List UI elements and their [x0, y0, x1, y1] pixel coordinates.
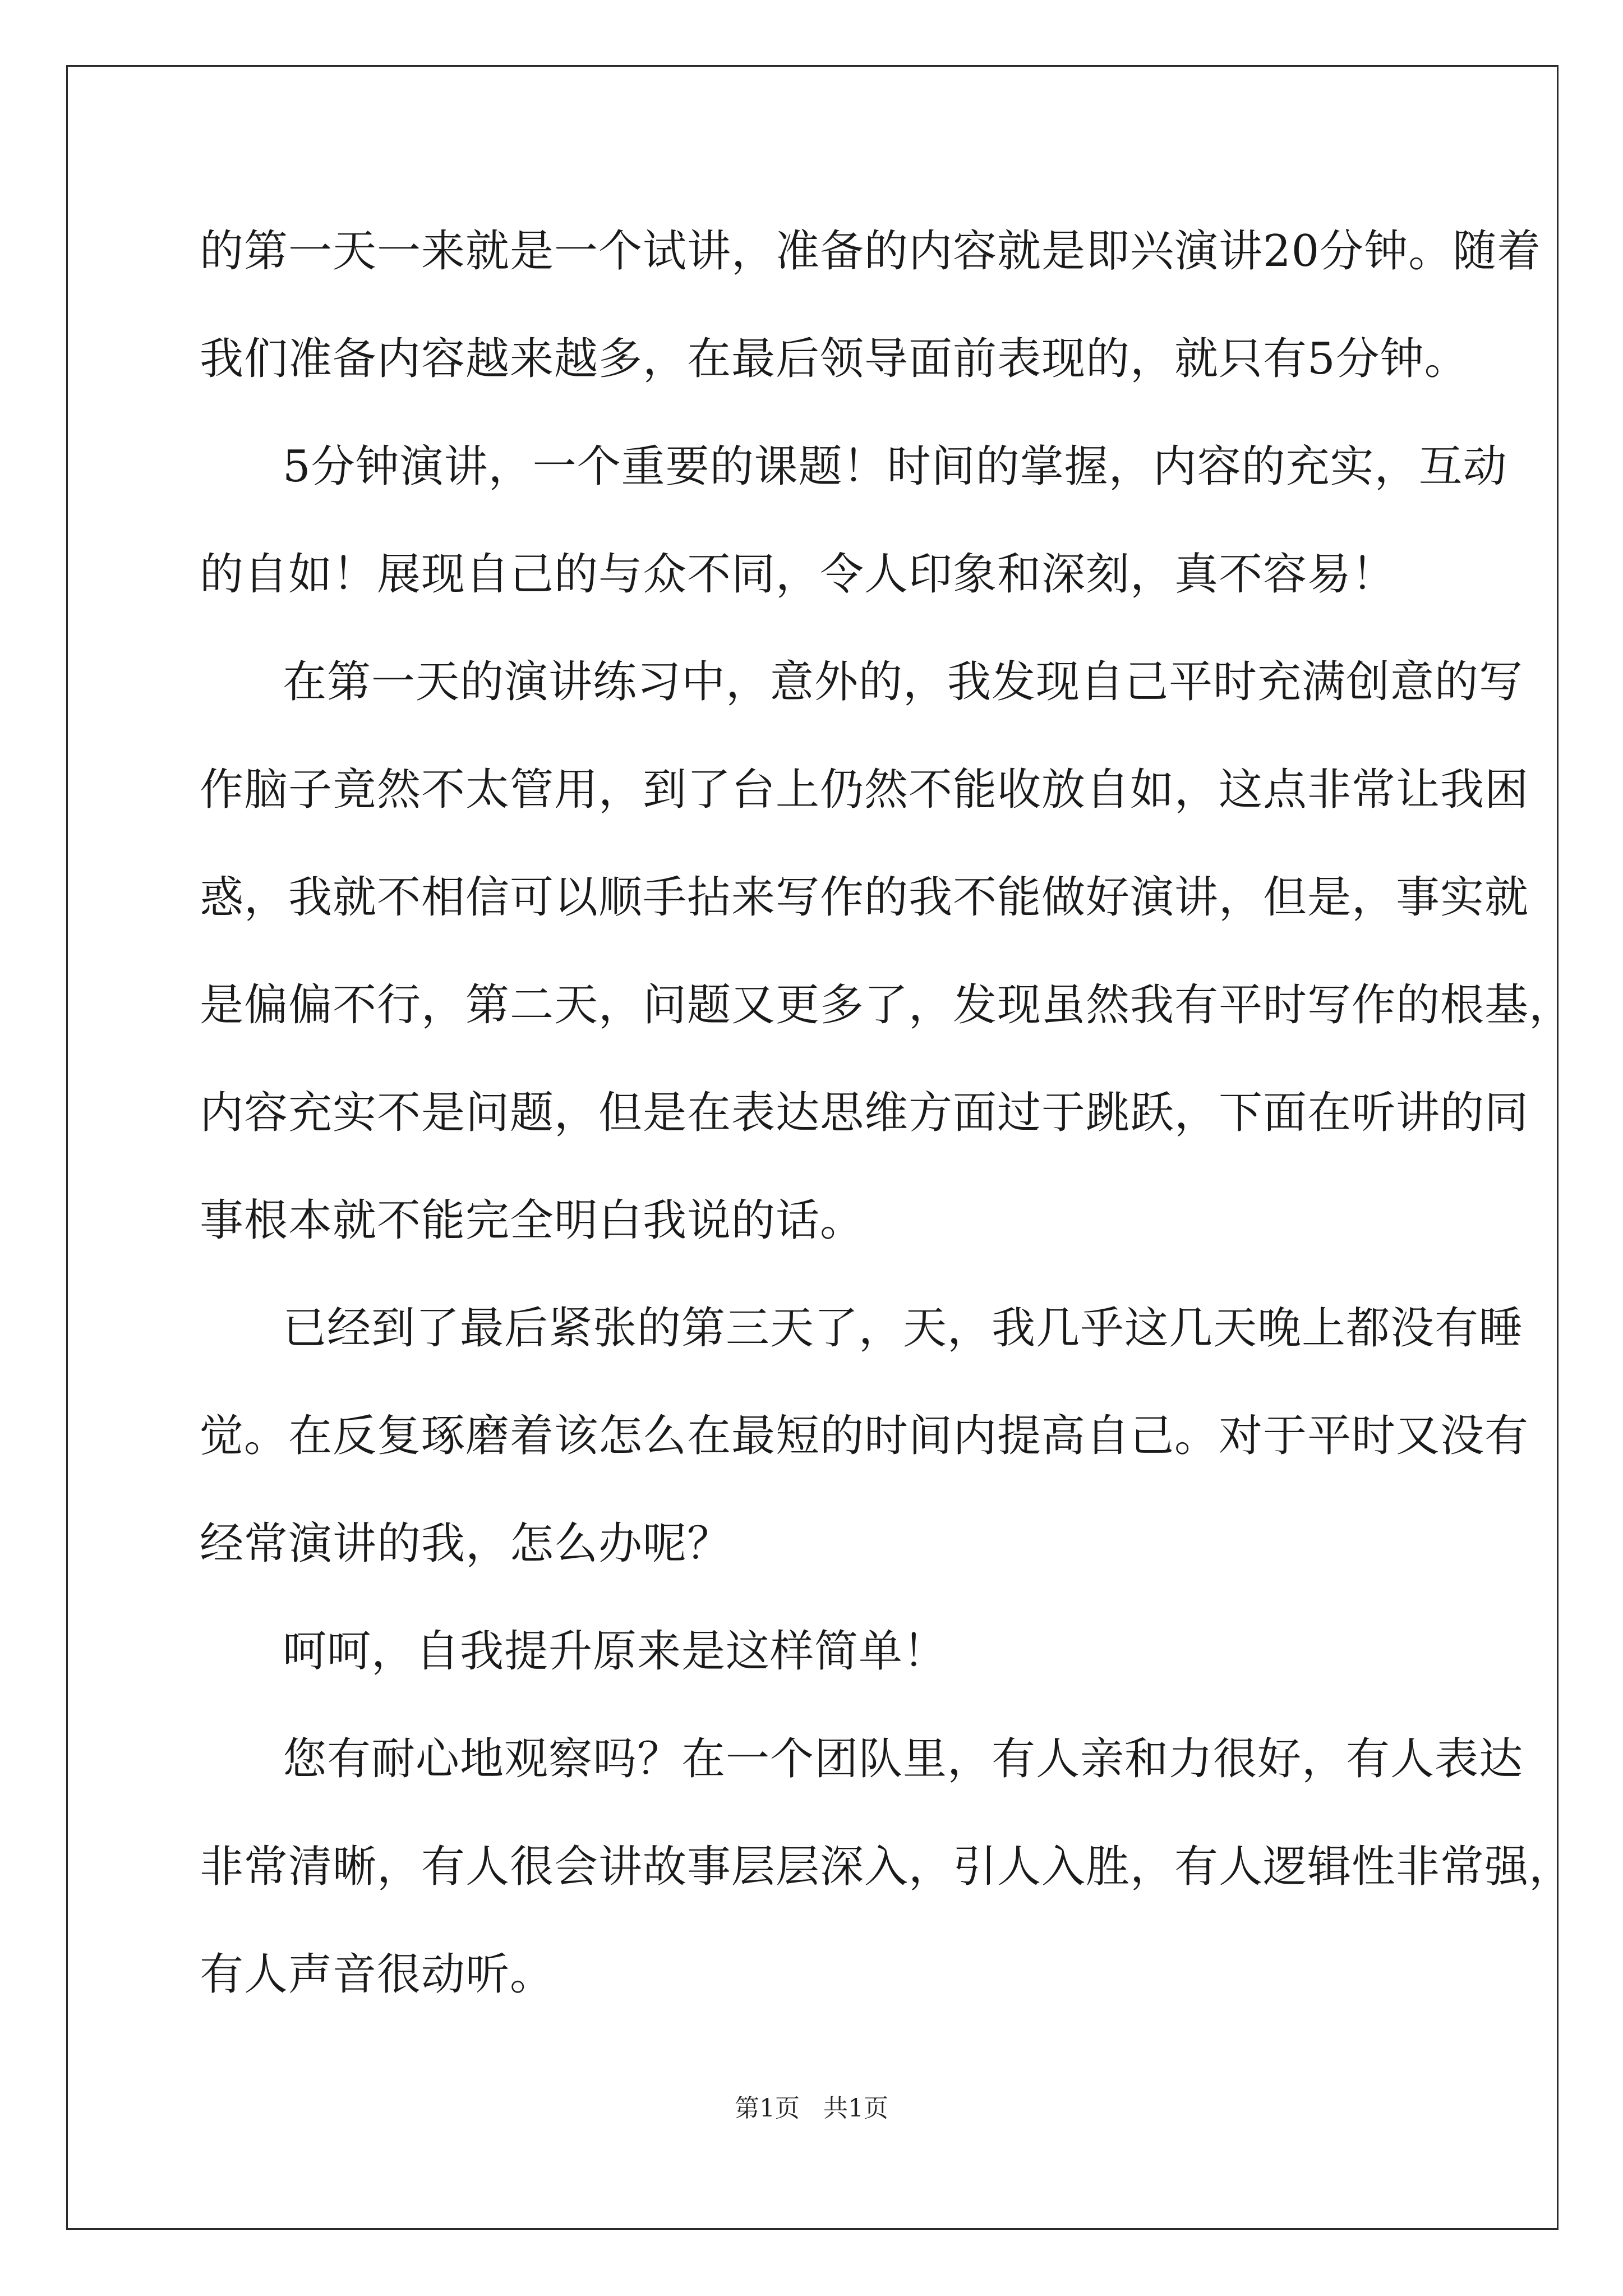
text-line: 事根本就不能完全明白我说的话。 — [200, 1195, 865, 1246]
text-line: 的第一天一来就是一个试讲，准备的内容就是即兴演讲20分钟。随着 — [200, 226, 1542, 277]
text-line: 我们准备内容越来越多，在最后领导面前表现的，就只有5分钟。 — [200, 334, 1469, 384]
paragraph-start-line: 5分钟演讲，一个重要的课题！时间的掌握，内容的充实，互动 — [283, 441, 1507, 492]
paragraph-start-line: 已经到了最后紧张的第三天了，天，我几乎这几天晚上都没有睡 — [283, 1303, 1524, 1354]
text-line: 内容充实不是问题，但是在表达思维方面过于跳跃，下面在听讲的同 — [200, 1088, 1529, 1138]
paragraph-start-line: 您有耐心地观察吗？在一个团队里，有人亲和力很好，有人表达 — [283, 1734, 1524, 1784]
text-line: 经常演讲的我，怎么办呢？ — [200, 1519, 732, 1569]
text-line: 有人声音很动听。 — [200, 1949, 555, 2000]
text-line: 作脑子竟然不太管用，到了台上仍然不能收放自如，这点非常让我困 — [200, 765, 1529, 815]
text-line: 的自如！展现自己的与众不同，令人印象和深刻，真不容易！ — [200, 549, 1396, 600]
text-line: 觉。在反复琢磨着该怎么在最短的时间内提高自己。对于平时又没有 — [200, 1411, 1529, 1461]
paragraph-start-line: 呵呵，自我提升原来是这样简单！ — [283, 1626, 948, 1677]
paragraph-start-line: 在第一天的演讲练习中，意外的，我发现自己平时充满创意的写 — [283, 657, 1524, 707]
document-body — [200, 197, 1574, 2028]
text-line: 非常清晰，有人很会讲故事层层深入，引人入胜，有人逻辑性非常强， — [200, 1842, 1574, 1892]
page-number-footer: 第1页 共1页 — [735, 2094, 888, 2123]
text-line: 惑，我就不相信可以顺手拈来写作的我不能做好演讲，但是，事实就 — [200, 872, 1529, 923]
text-line: 是偏偏不行，第二天，问题又更多了，发现虽然我有平时写作的根基， — [200, 980, 1574, 1030]
